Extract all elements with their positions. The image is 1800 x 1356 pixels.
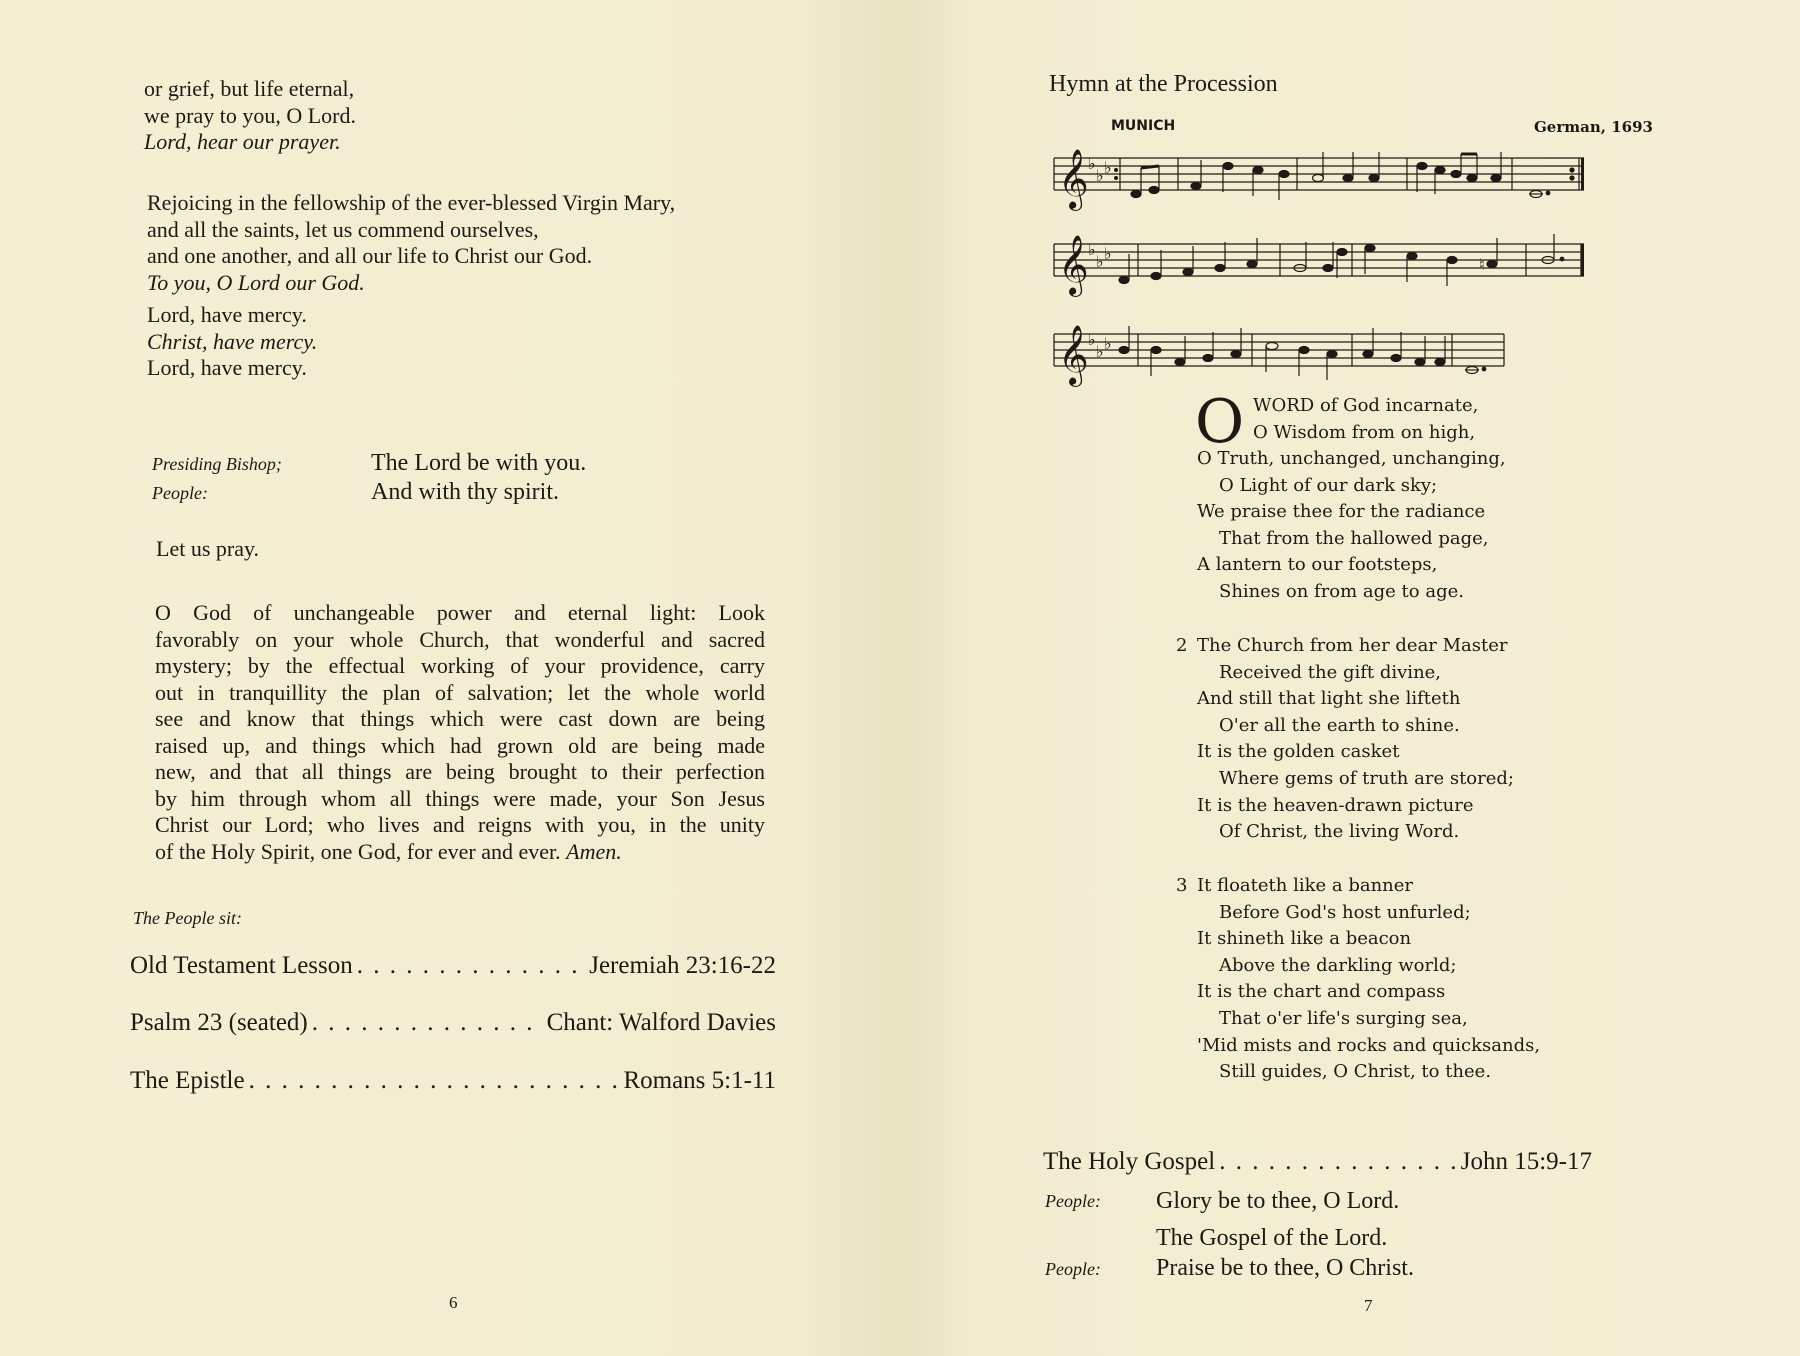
verse-line: Shines on from age to age.: [1219, 580, 1464, 602]
verse-line: That o'er life's surging sea,: [1219, 1007, 1468, 1029]
svg-text:♭: ♭: [1088, 242, 1096, 259]
verse-line: O Truth, unchanged, unchanging,: [1197, 448, 1506, 469]
verse-line: Above the darkling world;: [1219, 954, 1457, 976]
verse-line: WORD of God incarnate,: [1253, 395, 1479, 416]
rubric-people-sit: The People sit:: [133, 908, 242, 928]
lesson-gospel: [1043, 1147, 1592, 1177]
verse-1-opening: [1253, 393, 1478, 446]
let-us-pray: Let us pray.: [156, 536, 260, 561]
lesson-ref: Jeremiah 23:16-22: [589, 952, 776, 979]
amen: Amen.: [566, 838, 622, 864]
svg-text:♮: ♮: [1479, 257, 1485, 274]
collect-line: favorably on your whole Church, that wonderful and sacred: [155, 626, 765, 652]
verse-line: That from the hallowed page,: [1219, 527, 1489, 549]
verse-1: [1197, 446, 1506, 606]
prayer-ending: [144, 76, 356, 156]
lesson-ref: John 15:9-17: [1460, 1148, 1592, 1175]
commendation: [147, 190, 675, 296]
page-number: 7: [1364, 1296, 1373, 1315]
verse-line: Received the gift divine,: [1219, 661, 1442, 683]
gospel-response: Praise be to thee, O Christ.: [1156, 1255, 1414, 1281]
music-staff-2: [1052, 232, 1587, 298]
verse-line: The Church from her dear Master: [1197, 635, 1508, 656]
collect-line: mystery; by the effectual working of your providence, carry: [155, 653, 765, 678]
svg-text:♭: ♭: [1104, 160, 1112, 177]
salutation: The Lord be with you.: [371, 450, 587, 476]
music-staff-3: [1052, 322, 1507, 388]
verse-line: It floateth like a banner: [1197, 875, 1414, 896]
lesson-title: Psalm 23 (seated): [130, 1009, 308, 1036]
svg-text:♭: ♭: [1104, 336, 1112, 353]
verse-line: 'Mid mists and rocks and quicksands,: [1197, 1034, 1541, 1056]
commend-line: Rejoicing in the fellowship of the ever-blessed Virgin Mary,: [147, 190, 676, 215]
svg-text:𝄞: 𝄞: [1058, 325, 1089, 385]
collect: [155, 600, 765, 865]
svg-text:♭: ♭: [1088, 156, 1096, 173]
verse-3: [1197, 873, 1540, 1086]
collect-line: Christ our Lord; who lives and reigns with you, in the unity: [155, 812, 765, 837]
lesson-title: The Holy Gospel: [1043, 1148, 1216, 1175]
speaker-people: People:: [1045, 1259, 1101, 1279]
lesson-ref: Romans 5:1-11: [623, 1067, 776, 1094]
hymn-heading: Hymn at the Procession: [1049, 71, 1278, 97]
verse-line: It is the chart and compass: [1197, 981, 1446, 1003]
svg-text:♭: ♭: [1104, 246, 1112, 263]
verse-line: And still that light she lifteth: [1197, 688, 1461, 710]
leader-dots: [1219, 1147, 1457, 1177]
lesson-title: Old Testament Lesson: [130, 952, 353, 979]
tune-name: MUNICH: [1111, 118, 1176, 134]
lesson-ref: Chant: Walford Davies: [546, 1009, 776, 1036]
svg-text:♭: ♭: [1096, 254, 1104, 271]
verse-line: Where gems of truth are stored;: [1219, 767, 1514, 789]
svg-text:♭: ♭: [1096, 344, 1104, 361]
lesson-title: The Epistle: [130, 1067, 245, 1094]
speaker-people: People:: [152, 483, 208, 503]
svg-text:𝄞: 𝄞: [1058, 149, 1089, 209]
tune-source: German, 1693: [1534, 118, 1653, 136]
commend-line: and all the saints, let us commend ourselves,: [147, 216, 539, 242]
kyrie-line: Christ, have mercy.: [147, 328, 318, 354]
collect-line: new, and that all things are being brought to their perfection: [155, 759, 765, 784]
leader-dots: [249, 1066, 620, 1096]
lesson-epistle: [130, 1066, 776, 1096]
verse-line: It shineth like a beacon: [1197, 928, 1412, 950]
verse-line: O Wisdom from on high,: [1253, 421, 1476, 443]
kyrie-line: Lord, have mercy.: [147, 355, 307, 380]
collect-line: see and know that things which were cast down are being: [155, 706, 765, 731]
svg-text:♭: ♭: [1088, 332, 1096, 349]
verse-line: It is the heaven-drawn picture: [1197, 794, 1474, 816]
verse-line: We praise thee for the radiance: [1197, 501, 1486, 523]
prayer-line: or grief, but life eternal,: [144, 76, 355, 101]
kyrie-line: Lord, have mercy.: [147, 302, 307, 327]
verse-line: A lantern to our footsteps,: [1197, 554, 1438, 576]
verse-line: Of Christ, the living Word.: [1219, 821, 1460, 843]
salutation-response: And with thy spirit.: [371, 479, 560, 505]
collect-line: by him through whom all things were made, your Son Jesus: [155, 785, 765, 811]
lesson-old-testament: [130, 951, 776, 981]
right-page: [900, 0, 1800, 1356]
verse-line: O'er all the earth to shine.: [1219, 714, 1460, 736]
speaker-people: People:: [1045, 1191, 1101, 1211]
drop-cap: O: [1195, 387, 1245, 457]
collect-line-last: [155, 839, 765, 866]
collect-line: raised up, and things which had grown old are being made: [155, 732, 765, 758]
svg-text:♭: ♭: [1096, 168, 1104, 185]
commend-response: To you, O Lord our God.: [147, 269, 365, 295]
verse-line: O Light of our dark sky;: [1219, 474, 1438, 496]
collect-line: out in tranquillity the plan of salvation; let the whole world: [155, 679, 765, 705]
verse-line: It is the golden casket: [1197, 741, 1400, 763]
collect-line: O God of unchangeable power and eternal light: Look: [155, 600, 765, 625]
prayer-response: Lord, hear our prayer.: [144, 129, 341, 154]
gospel-acclamation: Glory be to thee, O Lord.: [1156, 1188, 1400, 1214]
music-staff-1: [1052, 146, 1587, 212]
gospel-versicle: The Gospel of the Lord.: [1156, 1225, 1388, 1251]
collect-last-text: of the Holy Spirit, one God, for ever and ever.: [155, 838, 561, 864]
verse-2: [1197, 633, 1514, 846]
lesson-psalm: [130, 1008, 776, 1038]
kyrie: [147, 302, 317, 382]
verse-3-number: 3: [1176, 875, 1188, 896]
verse-line: Still guides, O Christ, to thee.: [1219, 1061, 1492, 1083]
page-number: 6: [449, 1293, 458, 1312]
leader-dots: [312, 1008, 543, 1038]
speaker-bishop: Presiding Bishop;: [152, 454, 282, 474]
verse-2-number: 2: [1176, 635, 1188, 656]
commend-line: and one another, and all our life to Christ our God.: [147, 243, 593, 268]
leader-dots: [357, 951, 585, 981]
svg-text:𝄞: 𝄞: [1058, 235, 1089, 295]
verse-line: Before God's host unfurled;: [1219, 901, 1471, 923]
prayer-line: we pray to you, O Lord.: [144, 102, 357, 128]
